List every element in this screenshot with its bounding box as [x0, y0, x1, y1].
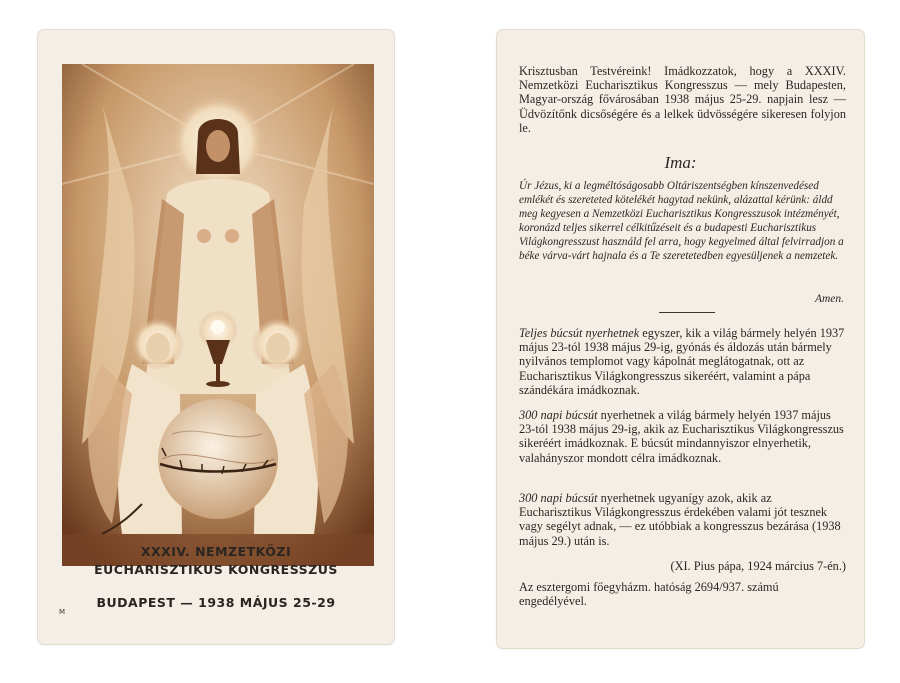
christ-eucharist-illustration: [62, 64, 374, 566]
indulgence-300-deeds-text: nyerhetnek ugyanígy azok, akik az Eucharisztikus Világkongresszus érdekében valami jót tesznek vagy segélyt adnak, — ez utóbbiak a kongresszus bezárása (1938 május 29.) után is.: [519, 491, 841, 548]
prayer-text: Úr Jézus, ki a legméltóságosabb Oltáriszentségben kínszenvedésed emlékét és szereteted kötelékét hagytad nekünk, alázattal kérünk: áldd meg kegyesen a Nemzetközi Eucharisztikus Kongresszusok intézményét, koronázd teljes sikerrel célkitűzéseit és a budapesti Eucharisztikus Világkongresszust használd fel arra, hogy kegyelmed által felvirradjon a béke várva-várt hajnala és a Te szeretetedben egyesüljenek a nemzetek.: [519, 180, 844, 262]
indulgence-plenary-text: egyszer, kik a világ bármely helyén 1937 május 23-tól 1938 május 29-ig, gyónás és áldozás után bármely nyilvános templomot vagy kápolnát meglátogatnak, ott az Eucharisztikus Világkongresszus sikeréért, valamint a pápa szándékára imádkoznak.: [519, 326, 845, 397]
intro-paragraph: Krisztusban Testvéreink! Imádkozzatok, hogy a XXXIV. Nemzetközi Eucharisztikus Kongresszus — mely Budapesten, Magyar-ország fővárosában 1938 május 25-29. napjain lesz — Üdvözítőnk dicsőségére és a lelkek üdvösségére sikeresen folyjon le.: [519, 64, 846, 135]
church-approval: Az esztergomi főegyházm. hatóság 2694/937. számú engedélyével.: [519, 580, 779, 609]
caption-congress-title: XXXIV. NEMZETKÖZI: [140, 544, 292, 559]
amen-text: Amen.: [814, 293, 844, 305]
papal-source-line: (XI. Pius pápa, 1924 március 7-én.): [670, 559, 846, 573]
holy-card-back: [497, 30, 864, 648]
indulgence-300-prayer-text: nyerhetnek a világ bármely helyén 1937 május 23-tól 1938 május 29-ig, akik az Eucharisztikus Világkongresszus sikeréért imádkoznak. E búcsút mindannyiszor elnyerhetik, valahányszor mondott célra imádkoznak.: [519, 408, 844, 465]
prayer-title: Ima:: [664, 153, 697, 172]
indulgence-300-prayer: [519, 408, 846, 465]
indulgence-plenary-lead: Teljes búcsút nyerhetnek: [519, 326, 640, 340]
indulgence-300-deeds-lead: 300 napi búcsút: [519, 491, 598, 505]
caption-place-date: BUDAPEST — 1938 MÁJUS 25-29: [96, 595, 336, 610]
section-divider: [659, 312, 715, 313]
indulgence-300-deeds: [519, 491, 846, 548]
indulgence-plenary: [519, 326, 846, 397]
caption-congress-subtitle: EUCHARISZTIKUS KONGRESSZUS: [94, 562, 338, 577]
printer-mark: M: [59, 608, 66, 616]
indulgence-300-prayer-lead: 300 napi búcsút: [519, 408, 598, 422]
devotional-illustration: [62, 64, 374, 566]
holy-card-front: [38, 30, 394, 644]
